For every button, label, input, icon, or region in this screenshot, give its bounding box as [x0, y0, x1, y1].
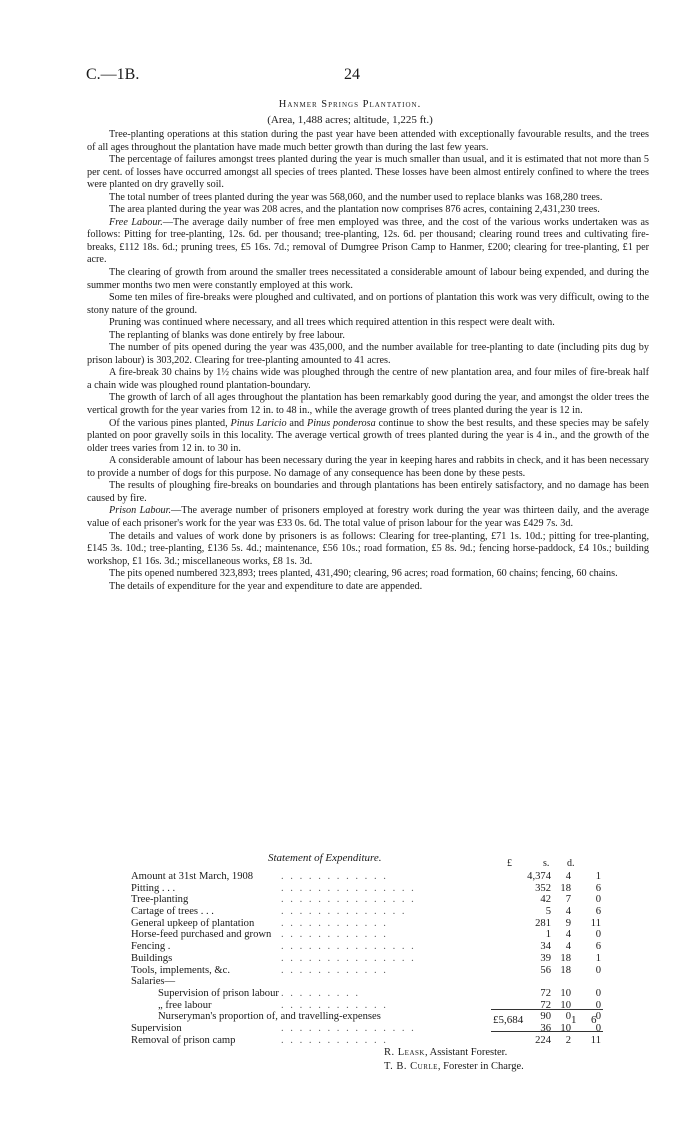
amount-pounds: 72	[540, 999, 551, 1011]
amount-pounds: 4,374	[527, 871, 551, 882]
amount-shillings: 0	[565, 1011, 571, 1023]
expenditure-item-label: Cartage of trees . . .	[131, 906, 214, 918]
signatory-role: , Assistant Forester.	[424, 1047, 508, 1058]
amount-pounds: 39	[540, 952, 551, 964]
expenditure-item-label: Salaries—	[131, 976, 176, 988]
leader-dots: . . . . . . . . . . . . . . .	[281, 882, 416, 894]
expenditure-row	[131, 883, 601, 895]
expenditure-row	[131, 941, 601, 953]
amount-pounds: 90	[540, 1011, 551, 1023]
amount-pence: 0	[595, 964, 601, 976]
amount-pence: 1	[595, 871, 601, 882]
expenditure-item-label: Supervision of prison labour	[158, 987, 279, 999]
amount-shillings: 4	[565, 929, 571, 941]
amount-pence: 0	[595, 1011, 601, 1023]
signature-line	[384, 1047, 507, 1058]
amount-pounds: 281	[535, 917, 551, 929]
leader-dots: . . . . . . . . . . . .	[281, 917, 388, 929]
page-header	[86, 66, 600, 88]
expenditure-item-label: Amount at 31st March, 1908	[131, 871, 254, 882]
statement-title: Statement of Expenditure.	[268, 852, 382, 864]
amount-shillings: 10	[560, 999, 571, 1011]
leader-dots: . . . . . . . . . . . .	[281, 1034, 388, 1046]
page-number: 24	[344, 66, 360, 83]
signatory-name: R. Leask	[384, 1047, 425, 1058]
amount-pounds: 1	[545, 929, 551, 941]
leader-dots: . . . . . . . . . . . . . . .	[281, 952, 416, 964]
expenditure-row	[131, 1035, 601, 1047]
leader-dots: . . . . . . . . . . . .	[281, 964, 388, 976]
amount-pence: 6	[595, 906, 601, 918]
paragraph: Free Labour.—The average daily number of free men employed was three, and the cost of the various works undertaken was as follows: Pitting for tree-planting, 12s. 6d. per thousand; tree-planting, 12s. 6d. per thousand; clearing round trees and cultivating fire-breaks, £112 18s. 6d.; pruning trees, £5 16s. 7d.; removal of Dumgree Prison Camp to Hanmer, £200; clearing for tree-planting, £1 per acre.	[87, 216, 650, 266]
paragraph: A considerable amount of labour has been necessary during the year in keeping hares and rabbits in check, and it has been necessary to provide a number of dogs for this purpose. No damage of any consequence has been done by these pests.	[87, 455, 649, 479]
leader-dots: . . . . . . . . . . . .	[281, 871, 388, 882]
shillings-header: s.	[543, 858, 550, 869]
paragraph: Some ten miles of fire-breaks were ploughed and cultivated, and on portions of plantation this work was very difficult, owing to the stony nature of the ground.	[87, 292, 649, 316]
paragraph: Of the various pines planted, Pinus Laricio and Pinus ponderosa continue to show the best results, and these species may be safely planted on poor gravelly soils in this locality. The average vertical growth of trees planted during the year is 4 in., and the growth of the older trees varies from 12 in. to 30 in.	[87, 417, 649, 454]
expenditure-item-label: General upkeep of plantation	[131, 917, 255, 929]
amount-shillings: 10	[560, 987, 571, 999]
expenditure-item-label: Removal of prison camp	[131, 1034, 236, 1046]
leader-dots: . . . . . . . . . . . . . .	[281, 906, 407, 918]
expenditure-item-label: Pitting . . .	[131, 882, 176, 894]
amount-pence: 0	[595, 1022, 601, 1034]
amount-pounds: 352	[535, 882, 551, 894]
leader-dots: . . . . . . . . . . . .	[281, 929, 388, 941]
paragraph: The total number of trees planted during the year was 568,060, and the number used to replace blanks was 168,280 trees.	[109, 191, 603, 203]
paragraph: The area planted during the year was 208 acres, and the plantation now comprises 876 acres, containing 2,431,230 trees.	[109, 204, 600, 216]
paragraph: The percentage of failures amongst trees planted during the year is much smaller than usual, and it is estimated that not more than 5 per cent. of losses have occurred amongst all species of trees planted. These losses have been almost entirely confined to where the trees were planted on dry gravelly soil.	[87, 154, 649, 191]
expenditure-row	[131, 953, 601, 965]
expenditure-item-label: Buildings	[131, 952, 173, 964]
expenditure-item-label: „ free labour	[158, 999, 212, 1011]
amount-pence: 0	[595, 929, 601, 941]
amount-pence: 6	[595, 941, 601, 953]
amount-shillings: 4	[565, 871, 571, 882]
document-code: C.—1B.	[86, 66, 140, 83]
pounds-header: £	[507, 858, 512, 869]
amount-shillings: 2	[565, 1034, 571, 1046]
expenditure-row	[131, 976, 601, 988]
paragraph: The details and values of work done by prisoners is as follows: Clearing for tree-planting, £71 1s. 10d.; pitting for tree-planting, £145 3s. 10d.; tree-planting, £136 5s. 4d.; maintenance, £56 10s.; road formation, £5 8s. 9d.; fencing horse-paddock, £4 10s.; building workshop, £1 16s. 3d.; miscellaneous works, £8 1s. 3d.	[87, 530, 649, 567]
expenditure-item-label: Horse-feed purchased and grown	[131, 929, 272, 941]
expenditure-row	[131, 965, 601, 977]
amount-pounds: 42	[540, 894, 551, 906]
amount-shillings: 18	[560, 882, 571, 894]
expenditure-row	[131, 894, 601, 906]
total-shillings: 1	[571, 1014, 577, 1026]
amount-pence: 1	[595, 952, 601, 964]
amount-shillings: 18	[560, 952, 571, 964]
amount-pence: 6	[595, 882, 601, 894]
amount-pounds: 224	[535, 1034, 551, 1046]
amount-pounds: 5	[545, 906, 551, 918]
total-pounds: £5,684	[493, 1014, 524, 1026]
total-bottom-rule	[491, 1031, 603, 1032]
total-pence: 6	[591, 1014, 597, 1026]
expenditure-item-label: Tree-planting	[131, 894, 189, 906]
paragraph: The details of expenditure for the year and expenditure to date are appended.	[109, 580, 423, 592]
expenditure-item-label: Fencing .	[131, 941, 171, 953]
leader-dots: . . . . . . . . . . . . . . .	[281, 941, 416, 953]
amount-pounds: 34	[540, 941, 551, 953]
section-title: Hanmer Springs Plantation.	[278, 99, 422, 110]
leader-dots: . . . . . . . . . . . .	[281, 999, 388, 1011]
amount-pounds: 36	[540, 1022, 551, 1034]
signatory-name: T. B. Curle	[384, 1061, 438, 1072]
expenditure-row	[131, 871, 601, 883]
paragraph: The pits opened numbered 323,893; trees planted, 431,490; clearing, 96 acres; road formation, 60 chains; fencing, 60 chains.	[109, 568, 618, 580]
expenditure-row	[131, 918, 601, 930]
total-row	[491, 1014, 603, 1030]
paragraph: A fire-break 30 chains by 1½ chains wide was ploughed through the centre of new plantation area, and four miles of fire-break half a chain wide was ploughed round plantation-boundary.	[87, 367, 649, 391]
total-top-rule	[491, 1009, 603, 1010]
amount-shillings: 7	[565, 894, 571, 906]
signature-line	[384, 1061, 524, 1072]
expenditure-row	[131, 906, 601, 918]
amount-pence: 11	[590, 917, 601, 929]
signatory-role: , Forester in Charge.	[437, 1061, 524, 1072]
amount-pounds: 72	[540, 987, 551, 999]
paragraph: The clearing of growth from around the smaller trees necessitated a considerable amount of labour being expended, and during the summer months two men were constantly employed at this work.	[87, 267, 649, 291]
report-body	[87, 129, 649, 593]
paragraph: The number of pits opened during the year was 435,000, and the number available for tree-planting to date (including pits dug by prison labour) is 303,202. Clearing for tree-planting amounted to 41 acres.	[87, 342, 649, 366]
amount-shillings: 4	[565, 941, 571, 953]
leader-dots: . . . . . . . . . . . . . . .	[281, 894, 416, 906]
expenditure-item-label: Nurseryman's proportion of, and travelling-expenses	[158, 1011, 381, 1023]
pence-header: d.	[567, 858, 575, 869]
amount-shillings: 18	[560, 964, 571, 976]
amount-pence: 11	[590, 1034, 601, 1046]
amount-shillings: 9	[565, 917, 571, 929]
paragraph: Prison Labour.—The average number of prisoners employed at forestry work during the year was thirteen daily, and the average value of each prisoner's work for the year was £33 0s. 6d. The total value of prison labour for the year was £429 7s. 3d.	[87, 505, 650, 529]
expenditure-row	[131, 988, 601, 1000]
expenditure-item-label: Supervision	[131, 1022, 182, 1034]
expenditure-item-label: Tools, implements, &c.	[131, 964, 231, 976]
leader-dots: . . . . . . . . .	[281, 987, 361, 999]
amount-shillings: 4	[565, 906, 571, 918]
paragraph: The growth of larch of all ages throughout the plantation has been remarkably good during the year, and amongst the older trees the vertical growth for the year varies from 12 in. to 48 in., while the average growth of trees planted during the year is 12 in.	[87, 392, 649, 417]
amount-shillings: 10	[560, 1022, 571, 1034]
amount-pounds: 56	[540, 964, 551, 976]
leader-dots: . . . . . . . . . . . . . . .	[281, 1022, 416, 1034]
section-subtitle: (Area, 1,488 acres; altitude, 1,225 ft.)	[267, 114, 433, 126]
expenditure-row	[131, 929, 601, 941]
amount-pence: 0	[595, 987, 601, 999]
paragraph: The results of ploughing fire-breaks on boundaries and through plantations has been entirely satisfactory, and no damage has been caused by fire.	[87, 480, 649, 504]
paragraph: Pruning was continued where necessary, and all trees which required attention in this respect were dealt with.	[109, 317, 555, 329]
paragraph: The replanting of blanks was done entirely by free labour.	[109, 329, 345, 341]
paragraph: Tree-planting operations at this station during the past year have been attended with exceptionally favourable results, and the trees of all ages throughout the plantation have made much better growth than during the last few years.	[87, 129, 649, 153]
amount-pence: 0	[595, 894, 601, 906]
amount-pence: 0	[595, 999, 601, 1011]
